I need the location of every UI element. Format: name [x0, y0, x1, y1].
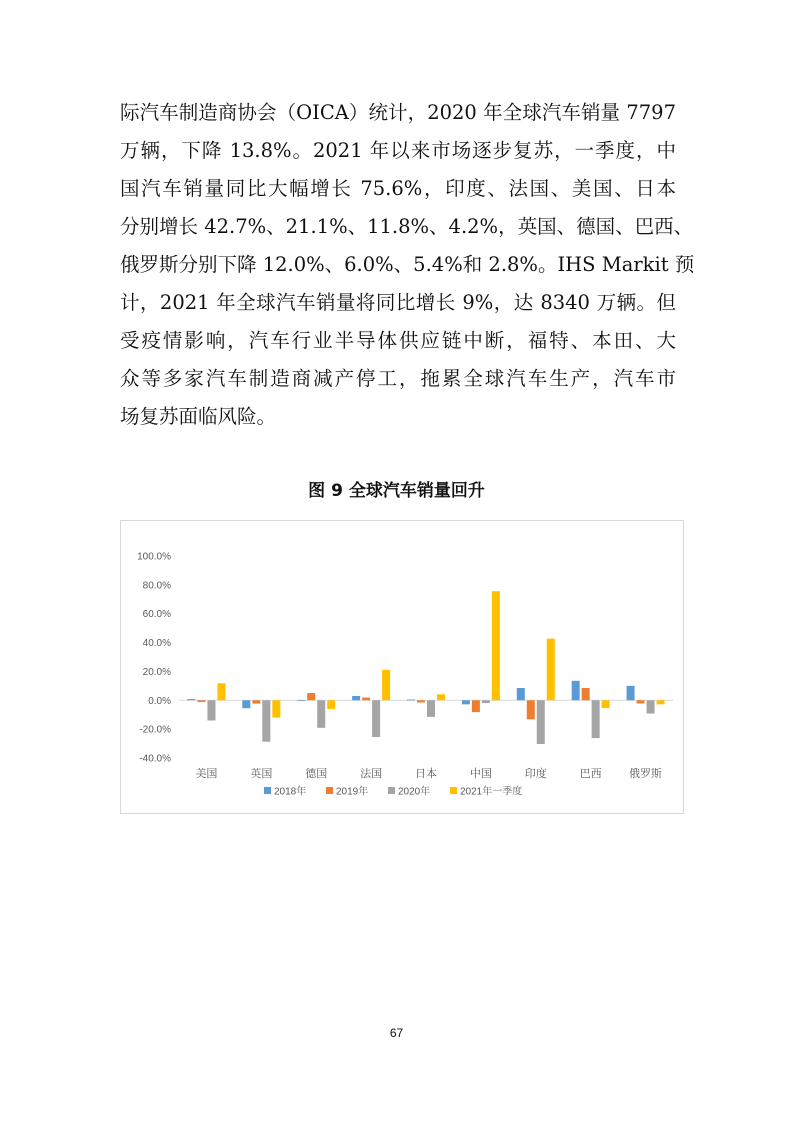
bar: [492, 591, 500, 700]
bar-chart: [121, 521, 683, 813]
bar: [372, 700, 380, 737]
bar: [472, 700, 480, 712]
legend-label: 2018年: [274, 786, 307, 798]
bar: [547, 639, 555, 701]
bar: [627, 686, 635, 700]
legend-label: 2019年: [336, 786, 369, 798]
x-tick-label: 日本: [415, 768, 437, 780]
bar: [262, 700, 270, 741]
bar: [382, 670, 390, 700]
y-tick-label: 20.0%: [142, 666, 171, 678]
paragraph-line: 国汽车销量同比大幅增长 75.6%，印度、法国、美国、日本: [120, 177, 676, 200]
bar: [527, 700, 535, 719]
paragraph-line: 众等多家汽车制造商减产停工，拖累全球汽车生产，汽车市: [120, 367, 676, 390]
legend-swatch: [264, 787, 271, 794]
bar: [482, 700, 490, 703]
paragraph-line: 际汽车制造商协会（OICA）统计，2020 年全球汽车销量 7797: [120, 101, 676, 124]
bar: [462, 700, 470, 704]
x-tick-label: 德国: [305, 768, 328, 780]
bar: [297, 700, 305, 701]
legend-swatch: [388, 787, 395, 794]
bar: [572, 681, 580, 700]
y-tick-label: 0.0%: [148, 695, 171, 707]
paragraph-line: 俄罗斯分别下降 12.0%、6.0%、5.4%和 2.8%。IHS Markit 预: [120, 253, 695, 276]
bar: [207, 700, 215, 720]
paragraph-line: 受疫情影响，汽车行业半导体供应链中断，福特、本田、大: [120, 329, 676, 352]
bar: [437, 694, 445, 700]
figure-title: 图 9 全球汽车销量回升: [308, 481, 485, 501]
y-tick-label: 80.0%: [142, 580, 171, 592]
bar: [352, 696, 360, 700]
legend-swatch: [450, 787, 457, 794]
bar: [272, 700, 280, 717]
bar: [317, 700, 325, 728]
x-tick-label: 印度: [524, 768, 547, 780]
x-tick-label: 中国: [469, 768, 492, 780]
paragraph-line: 分别增长 42.7%、21.1%、11.8%、4.2%，英国、德国、巴西、: [120, 215, 694, 238]
legend-label: 2020年: [398, 786, 431, 798]
y-tick-label: 40.0%: [142, 638, 171, 650]
bar: [582, 688, 590, 700]
bar: [657, 700, 665, 704]
bar: [647, 700, 655, 713]
bar: [407, 700, 415, 701]
body-paragraph: [120, 94, 695, 436]
paragraph-line: 万辆，下降 13.8%。2021 年以来市场逐步复苏，一季度，中: [120, 139, 676, 162]
bar: [417, 700, 425, 702]
chart-container: [120, 520, 684, 814]
y-tick-label: -40.0%: [139, 753, 171, 765]
bar: [187, 699, 195, 700]
paragraph-line: 计，2021 年全球汽车销量将同比增长 9%，达 8340 万辆。但: [120, 291, 676, 314]
legend-swatch: [326, 787, 333, 794]
bar: [602, 700, 610, 708]
bar: [307, 693, 315, 700]
bar: [592, 700, 600, 738]
bar: [537, 700, 545, 744]
x-tick-label: 美国: [195, 768, 218, 780]
bar: [427, 700, 435, 717]
x-tick-label: 俄罗斯: [629, 768, 663, 780]
x-tick-label: 英国: [250, 768, 273, 780]
y-tick-label: 60.0%: [142, 609, 171, 621]
bar: [242, 700, 250, 708]
x-tick-label: 巴西: [579, 768, 602, 780]
bar: [517, 688, 525, 700]
bar: [637, 700, 645, 703]
bar: [252, 700, 260, 703]
bar: [327, 700, 335, 709]
bar: [362, 698, 370, 701]
legend-label: 2021年一季度: [460, 786, 523, 798]
bar: [197, 700, 205, 702]
paragraph-line: 场复苏面临风险。: [120, 405, 277, 428]
page-number: 67: [389, 1026, 404, 1040]
x-tick-label: 法国: [360, 768, 383, 780]
y-tick-label: -20.0%: [139, 724, 171, 736]
bar: [217, 683, 225, 700]
y-tick-label: 100.0%: [137, 551, 171, 563]
